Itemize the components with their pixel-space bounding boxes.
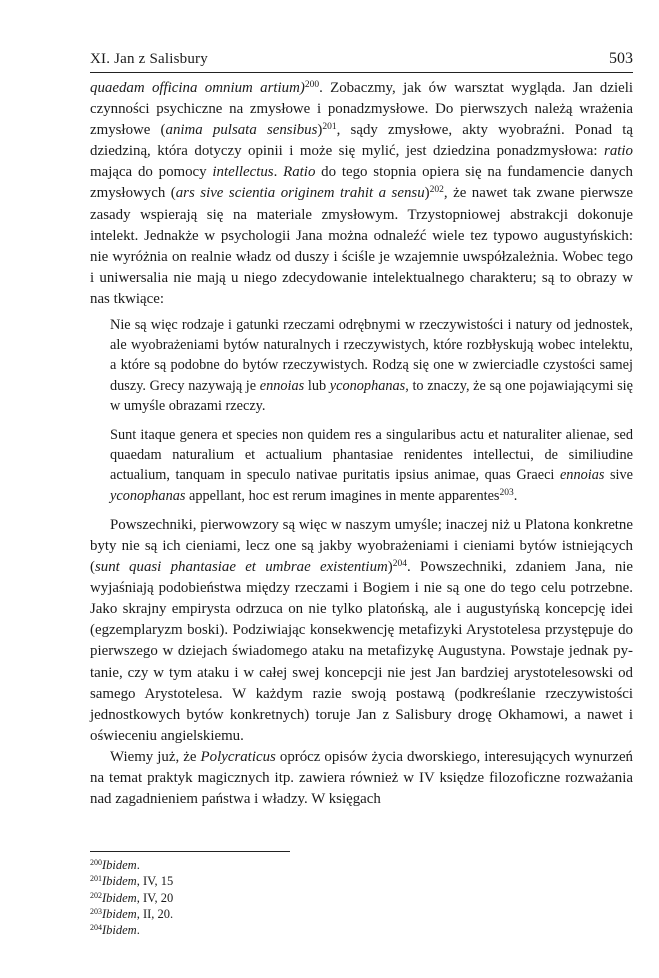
latin-phrase: sunt quasi phantasiae et umbrae existentium: [94, 559, 388, 576]
latin-phrase: ars sive scientia originem trahit a sensu: [175, 185, 425, 202]
text-run: ): [387, 559, 393, 576]
text-run: sive: [604, 467, 633, 484]
book-title: Polycraticus: [200, 748, 276, 765]
greek-term: ennoias: [559, 467, 605, 484]
footnote-detail: , IV, 15: [136, 874, 174, 889]
paragraph-3: [90, 747, 633, 810]
latin-phrase: quaedam officina omnium artium): [90, 80, 305, 96]
footnote-detail: , IV, 20: [136, 890, 174, 905]
text-run: oprócz opisów życia dworskiego, interesujących wynurzeń na temat praktyk magicznych itp. zawiera również w IV księdze filozoficzne rozważania nad zagadnieniem państwa i władzy. W księgach: [90, 748, 633, 808]
quote-latin: [110, 425, 633, 506]
text-run: .: [513, 487, 518, 504]
text-run: , że nawet tak zwane pierwsze zasady wspierają się na materiale zmysłowym. Trzystopniowej abstrakcji dokonuje intelekt. Jednakże w psychologii Jana można odnaleźć wiele tez typowo augustyńskich: nie wyróżnia on realnie władz od duszy i ściśle je wzajemnie uwspółzależnia. Wobec tego i uniwersalia nie mają u niego zdecydowanie intelektualnego charakteru; są to obrazy w nas tkwiące:: [90, 185, 633, 307]
latin-term: Ratio: [283, 164, 316, 181]
footnote-source: Ibidem: [102, 874, 137, 889]
footnote-source: Ibidem: [102, 906, 137, 921]
footnote-ref[interactable]: 202: [429, 185, 444, 196]
text-run: , sądy zmysłowe, akty wyobraźni. Ponad tą dziedziną, która dotyczy opinii i może się mylić, jest dziedzina ponadzmysłowa:: [90, 122, 633, 160]
quote-polish: [110, 315, 633, 416]
text-run: do tego stopnia opiera się na fundamencie danych zmysłowych (: [90, 164, 633, 202]
footnote-number: 202: [90, 890, 102, 900]
latin-phrase: anima pulsata sensibus: [165, 122, 318, 139]
text-run: Powszechniki, pierwowzory są więc w naszym umyśle; inaczej niż u Platona konkretne byty nie są ich cieniami, lecz one są jakby wyobrażeniami i cieniami bytów istniejących (: [90, 516, 633, 576]
footnotes: [90, 857, 173, 938]
paragraph-2: [90, 515, 633, 747]
main-text: [90, 78, 633, 810]
footnote-detail: .: [136, 858, 140, 872]
paragraph-1: [90, 78, 633, 310]
text-run: Sunt itaque genera et species non quidem res a singularibus actu et naturaliter alienae, sed quaedam naturalium et actualium phantasiae renidentes intellectui, de similiudine actualium, tanquam in speculo nativae puritatis ipsius animae, quas Graeci: [110, 427, 633, 484]
footnote-source: Ibidem: [102, 890, 137, 905]
greek-term: yconophanas: [110, 487, 186, 504]
running-header: [90, 50, 633, 73]
text-run: Nie są więc rodzaje i gatunki rzeczami odrębnymi w rzeczywistości i natury od jednostek, ale wyobrażeniami bytów naturalnych i rzeczywistych, które rozbłyskują wobec intelektu, a które są podobne do bytów rzeczywistych. Rodzą się one w zwierciadle czystości samej duszy. Grecy nazywają je: [110, 317, 633, 394]
footnote-number: 201: [90, 874, 102, 884]
greek-term: yconophanas: [329, 377, 406, 394]
footnote: [90, 873, 173, 889]
text-run: Wiemy już, że: [110, 748, 201, 765]
block-quote: [110, 315, 633, 506]
greek-term: ennoias: [259, 377, 305, 394]
footnote-number: 204: [90, 923, 102, 933]
text-run: .: [273, 164, 284, 181]
text-run: , to znaczy, że są one pojawiającymi się w umyśle obrazami rzeczy.: [110, 377, 633, 414]
text-run: lub: [304, 377, 330, 394]
latin-term: ratio: [604, 143, 633, 160]
footnote: [90, 857, 173, 873]
text-run: ): [424, 185, 430, 202]
latin-term: intellectus: [212, 164, 274, 181]
footnote-detail: , II, 20.: [136, 906, 174, 921]
text-run: . Powszechniki, zdaniem Jana, nie wyjaśniają podobieństwa między rzeczami i Bogiem i nie są one do tego celu potrzebne. Jako skrajny empirysta odrzuca on nie tylko platońską, ale i augustyńską koncepcję idei (egzemplaryzm boski). Podziwiając konsekwencję metafizyki Arystotelesa przystępuje do pierwszego w dziejach świadomego ataku na metafizykę Augustyna. Powstaje jednak pytanie, czy w tym ataku i w całej swej koncepcji nie jest Jan bardziej arystotelesowski od samego Arystotelesa. W każdym razie swoją postawą (podkreślanie rzeczywistości jednostkowych bytów konkretnych) toruje Jan z Salisbury drogę Okhamowi, a nawet i oświeceniu angielskiemu.: [90, 559, 634, 744]
footnote-source: Ibidem: [102, 923, 137, 938]
footnote-number: 203: [90, 906, 102, 916]
page-number: 503: [609, 50, 633, 67]
footnote-divider: [90, 851, 290, 852]
footnote-ref[interactable]: 200: [304, 80, 320, 90]
footnote-ref[interactable]: 203: [499, 487, 514, 498]
footnote-ref[interactable]: 204: [392, 559, 407, 570]
footnote-number: 200: [90, 858, 102, 867]
footnote-source: Ibidem: [102, 858, 137, 872]
text-run: appellant, hoc est rerum imagines in mente apparentes: [185, 487, 500, 504]
footnote: [90, 922, 173, 938]
footnote-detail: .: [136, 923, 140, 938]
text-run: . Zobaczmy, jak ów warsztat wygląda. Jan dzieli czynności psychiczne na zmysłowe i ponadzmysłowe. Do pierwszych należą wrażenia zmysłowe (: [90, 80, 633, 139]
text-run: mająca do pomocy: [90, 164, 213, 181]
footnote: [90, 890, 173, 906]
text-run: ): [317, 122, 323, 139]
footnote: [90, 906, 173, 922]
footnote-ref[interactable]: 201: [322, 122, 337, 133]
chapter-title: XI. Jan z Salisbury: [90, 51, 208, 67]
